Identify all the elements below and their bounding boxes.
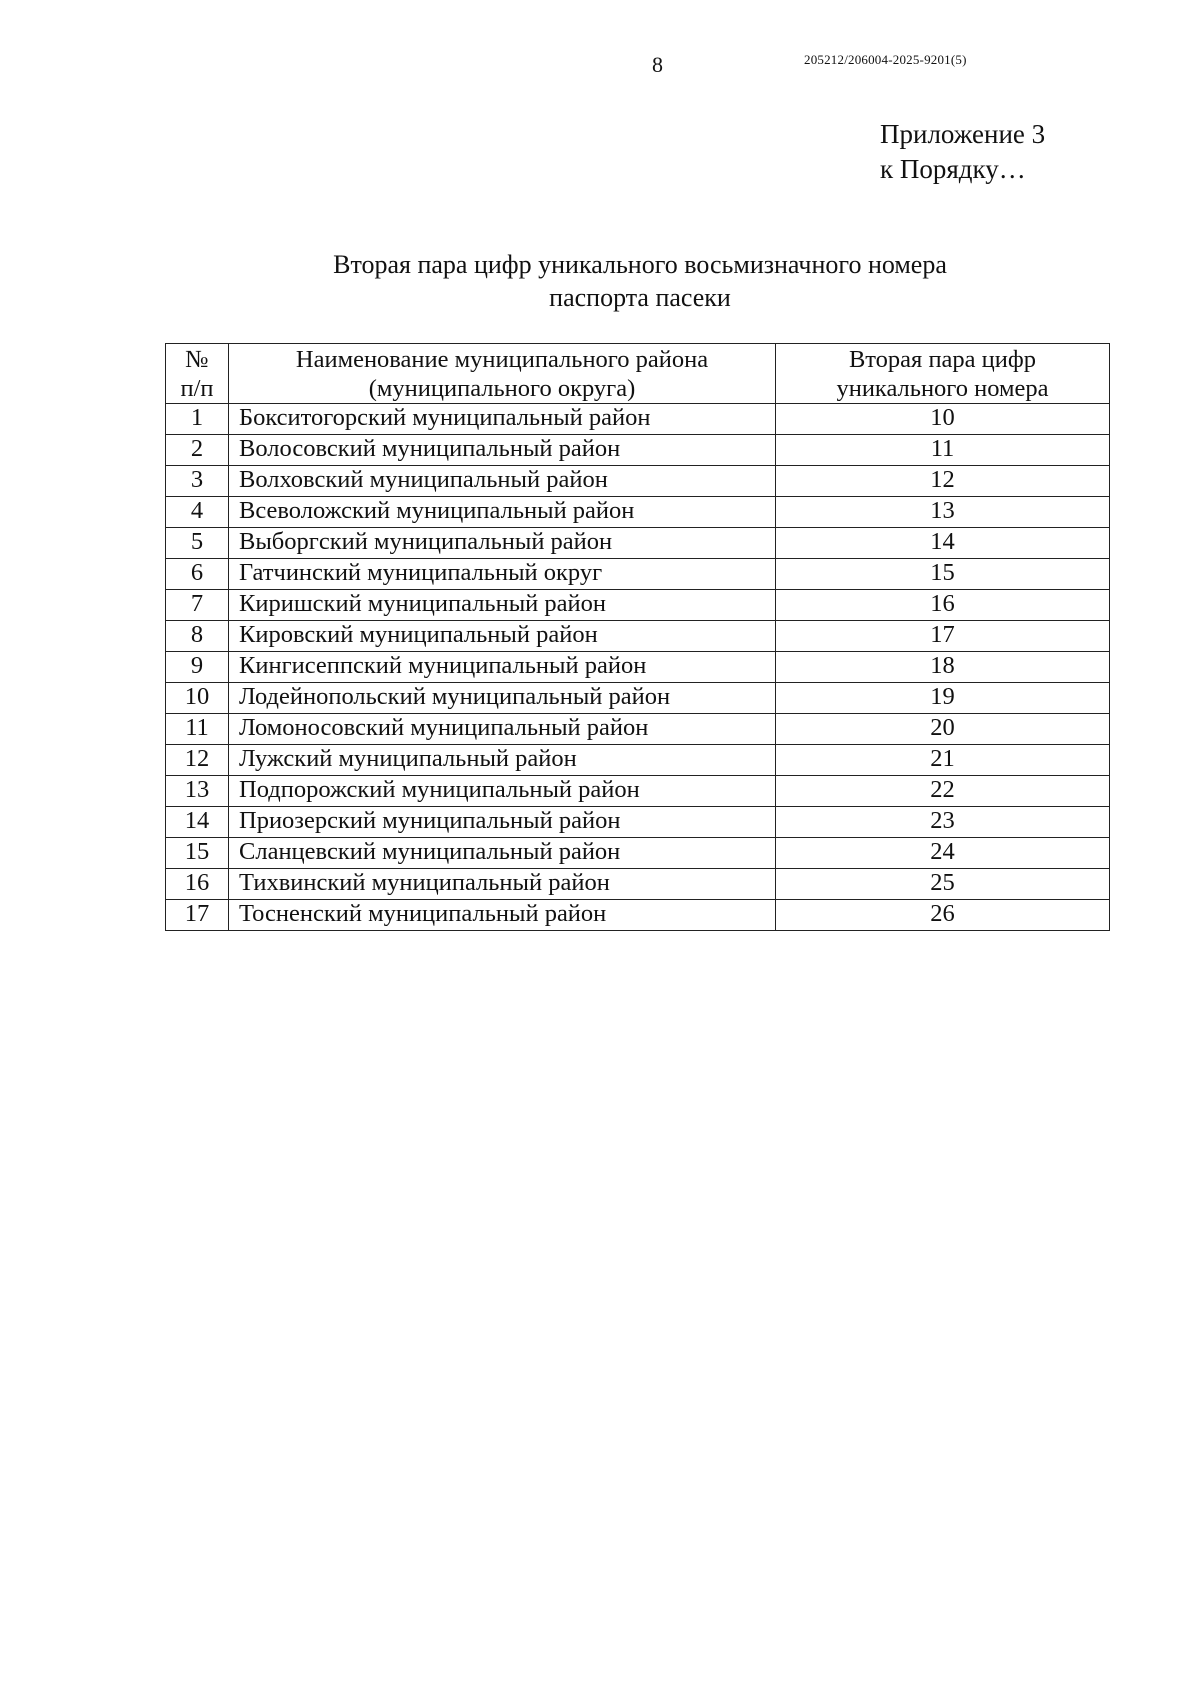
district-name: Сланцевский муниципальный район — [229, 838, 776, 869]
page-number: 8 — [652, 52, 663, 77]
header-name-line-1: Наименование муниципального района — [295, 345, 709, 373]
row-number: 14 — [166, 807, 229, 838]
table-body — [166, 404, 1110, 931]
district-code: 18 — [776, 652, 1110, 683]
table-header-row — [166, 344, 1110, 404]
header-code-line-2: уникального номера — [836, 374, 1049, 402]
table-row — [166, 776, 1110, 807]
district-name: Кингисеппский муниципальный район — [229, 652, 776, 683]
table-row — [166, 714, 1110, 745]
row-number: 2 — [166, 435, 229, 466]
table-row — [166, 435, 1110, 466]
table-row — [166, 590, 1110, 621]
row-number: 17 — [166, 900, 229, 931]
row-number: 6 — [166, 559, 229, 590]
header-number — [166, 344, 229, 404]
header-code — [776, 344, 1110, 404]
table-row — [166, 652, 1110, 683]
table-row — [166, 621, 1110, 652]
row-number: 15 — [166, 838, 229, 869]
table-row — [166, 404, 1110, 435]
district-code: 16 — [776, 590, 1110, 621]
header-district-name — [229, 344, 776, 404]
district-name: Подпорожский муниципальный район — [229, 776, 776, 807]
district-code: 21 — [776, 745, 1110, 776]
header-name-line-2: (муниципального округа) — [368, 374, 636, 402]
row-number: 9 — [166, 652, 229, 683]
header-number-line-2: п/п — [180, 374, 214, 402]
row-number: 1 — [166, 404, 229, 435]
district-name: Бокситогорский муниципальный район — [229, 404, 776, 435]
district-code: 15 — [776, 559, 1110, 590]
table-row — [166, 559, 1110, 590]
district-name: Ломоносовский муниципальный район — [229, 714, 776, 745]
district-name: Кировский муниципальный район — [229, 621, 776, 652]
table-header — [166, 344, 1110, 404]
district-name: Приозерский муниципальный район — [229, 807, 776, 838]
district-name: Лужский муниципальный район — [229, 745, 776, 776]
district-name: Тихвинский муниципальный район — [229, 869, 776, 900]
district-code: 11 — [776, 435, 1110, 466]
table-row — [166, 497, 1110, 528]
district-name: Выборгский муниципальный район — [229, 528, 776, 559]
table-row — [166, 838, 1110, 869]
document-title — [0, 248, 1200, 314]
appendix-label: Приложение 3 — [880, 119, 1046, 149]
district-code: 13 — [776, 497, 1110, 528]
appendix-reference: к Порядку… — [880, 154, 1026, 184]
district-code: 25 — [776, 869, 1110, 900]
district-name: Всеволожский муниципальный район — [229, 497, 776, 528]
district-code: 24 — [776, 838, 1110, 869]
district-name: Киришский муниципальный район — [229, 590, 776, 621]
row-number: 7 — [166, 590, 229, 621]
table-row — [166, 528, 1110, 559]
header-code-line-1: Вторая пара цифр — [848, 345, 1037, 373]
district-name: Волховский муниципальный район — [229, 466, 776, 497]
row-number: 11 — [166, 714, 229, 745]
table-row — [166, 745, 1110, 776]
district-code: 19 — [776, 683, 1110, 714]
district-code: 23 — [776, 807, 1110, 838]
district-code: 10 — [776, 404, 1110, 435]
document-number: 205212/206004-2025-9201(5) — [804, 52, 967, 67]
row-number: 8 — [166, 621, 229, 652]
district-code: 20 — [776, 714, 1110, 745]
title-line-2: паспорта пасеки — [549, 283, 731, 312]
appendix-heading — [880, 117, 1045, 187]
title-line-1: Вторая пара цифр уникального восьмизначного номера — [333, 250, 947, 279]
row-number: 12 — [166, 745, 229, 776]
district-code: 22 — [776, 776, 1110, 807]
row-number: 4 — [166, 497, 229, 528]
table-row — [166, 466, 1110, 497]
row-number: 13 — [166, 776, 229, 807]
table-row — [166, 869, 1110, 900]
table-row — [166, 807, 1110, 838]
district-code: 12 — [776, 466, 1110, 497]
district-code: 14 — [776, 528, 1110, 559]
row-number: 16 — [166, 869, 229, 900]
district-name: Тосненский муниципальный район — [229, 900, 776, 931]
district-name: Гатчинский муниципальный округ — [229, 559, 776, 590]
district-code: 26 — [776, 900, 1110, 931]
district-name: Волосовский муниципальный район — [229, 435, 776, 466]
row-number: 5 — [166, 528, 229, 559]
district-name: Лодейнопольский муниципальный район — [229, 683, 776, 714]
row-number: 3 — [166, 466, 229, 497]
district-code: 17 — [776, 621, 1110, 652]
table-row — [166, 900, 1110, 931]
row-number: 10 — [166, 683, 229, 714]
header-number-line-1: № — [185, 345, 209, 373]
table-row — [166, 683, 1110, 714]
districts-table — [165, 343, 1110, 931]
